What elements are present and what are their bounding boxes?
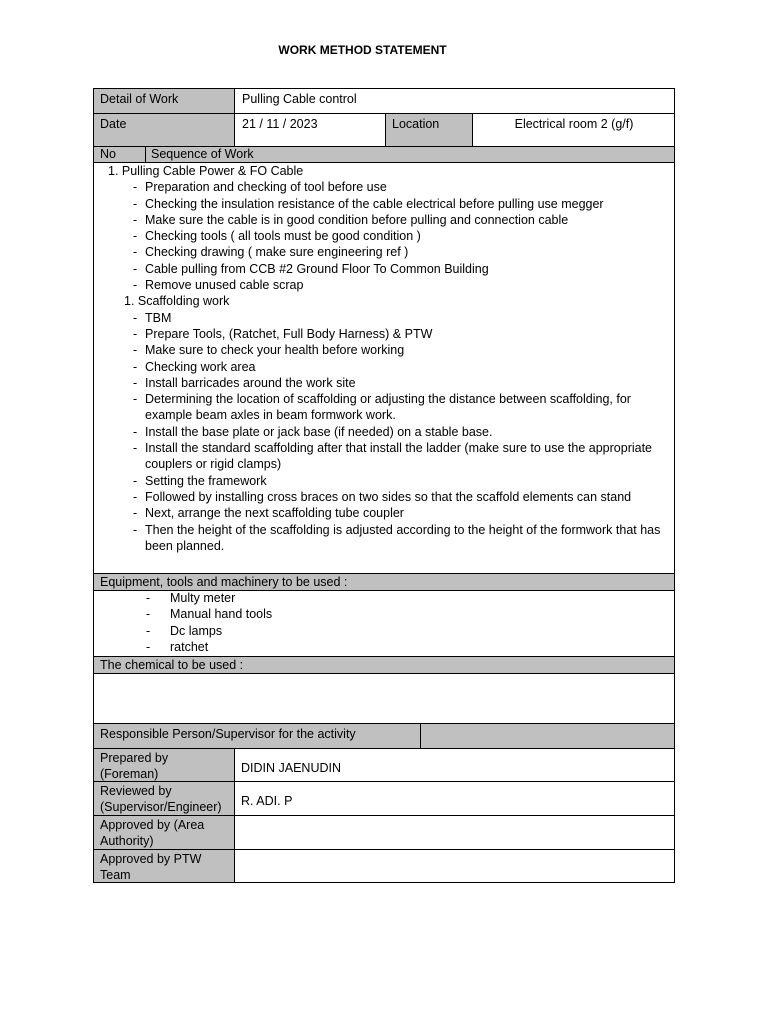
row-divider [94, 815, 674, 816]
list-item: - Preparation and checking of tool before use [94, 179, 674, 195]
row-divider [94, 723, 674, 724]
approved-ptw-label: Approved by PTW Team [94, 850, 234, 882]
row-divider [94, 781, 674, 782]
equipment-list [94, 590, 674, 655]
list-item: - Install the base plate or jack base (if needed) on a stable base. [94, 424, 674, 440]
list-item: - TBM [94, 310, 674, 326]
list-item: - Install barricades around the work site [94, 375, 674, 391]
prepared-by-label: Prepared by (Foreman) [94, 749, 234, 781]
detail-of-work-value: Pulling Cable control [242, 92, 357, 106]
no-header: No [100, 147, 116, 161]
detail-of-work-label: Detail of Work [94, 89, 234, 113]
equipment-label: Equipment, tools and machinery to be used : [94, 574, 674, 590]
row-divider [94, 146, 674, 147]
column-divider [385, 114, 386, 146]
location-label: Location [386, 114, 472, 146]
list-item: - ratchet [94, 639, 674, 655]
section-title: 1. Pulling Cable Power & FO Cable [108, 164, 304, 178]
column-divider [234, 89, 235, 146]
approved-ptw-value [235, 858, 665, 878]
list-item: - Manual hand tools [94, 606, 674, 622]
section-title: 1. Scaffolding work [124, 294, 230, 309]
section-list [94, 310, 674, 554]
list-item: - Then the height of the scaffolding is adjusted according to the height of the formwork that has been planned. [94, 522, 674, 555]
list-item: - Determining the location of scaffolding or adjusting the distance between scaffolding, for example beam axles in beam formwork work. [94, 391, 674, 424]
sequence-of-work [94, 163, 674, 554]
date-value: 21 / 11 / 2023 [242, 117, 318, 131]
document-title: WORK METHOD STATEMENT [278, 43, 447, 57]
row-divider [94, 673, 674, 674]
list-item: - Prepare Tools, (Ratchet, Full Body Harness) & PTW [94, 326, 674, 342]
list-item: - Cable pulling from CCB #2 Ground Floor To Common Building [94, 261, 674, 277]
column-divider [472, 114, 473, 146]
list-item: - Make sure to check your health before working [94, 342, 674, 358]
list-item: - Make sure the cable is in good condition before pulling and connection cable [94, 212, 674, 228]
responsible-label: Responsible Person/Supervisor for the activity [94, 724, 674, 748]
list-item: - Next, arrange the next scaffolding tube coupler [94, 505, 674, 521]
approved-area-label: Approved by (Area Authority) [94, 816, 234, 849]
prepared-by-value: DIDIN JAENUDIN [241, 761, 342, 775]
reviewed-by-label: Reviewed by (Supervisor/Engineer) [94, 782, 234, 815]
list-item: - Setting the framework [94, 473, 674, 489]
list-item: - Checking the insulation resistance of the cable electrical before pulling use megger [94, 196, 674, 212]
list-item: - Checking work area [94, 359, 674, 375]
list-item: - Dc lamps [94, 623, 674, 639]
row-divider [94, 656, 674, 657]
reviewed-by-value: R. ADI. P [241, 794, 293, 808]
section-list [94, 179, 674, 293]
list-item: - Remove unused cable scrap [94, 277, 674, 293]
row-divider [94, 113, 674, 114]
approved-area-value [235, 825, 665, 845]
list-item: - Followed by installing cross braces on two sides so that the scaffold elements can stand [94, 489, 674, 505]
location-value: Electrical room 2 (g/f) [514, 117, 634, 131]
list-item: - Install the standard scaffolding after that install the ladder (make sure to use the appropriate couplers or rigid clamps) [94, 440, 674, 473]
list-item: - Multy meter [94, 590, 674, 606]
row-divider [94, 748, 674, 749]
list-item: - Checking drawing ( make sure engineering ref ) [94, 244, 674, 260]
column-divider [420, 724, 421, 748]
chemical-value [94, 674, 674, 722]
column-divider [234, 749, 235, 882]
column-divider [145, 146, 146, 162]
chemical-label: The chemical to be used : [94, 657, 674, 673]
list-item: - Checking tools ( all tools must be good condition ) [94, 228, 674, 244]
sequence-header: Sequence of Work [151, 147, 254, 161]
row-divider [94, 849, 674, 850]
row-divider [94, 573, 674, 574]
date-label: Date [94, 114, 234, 146]
